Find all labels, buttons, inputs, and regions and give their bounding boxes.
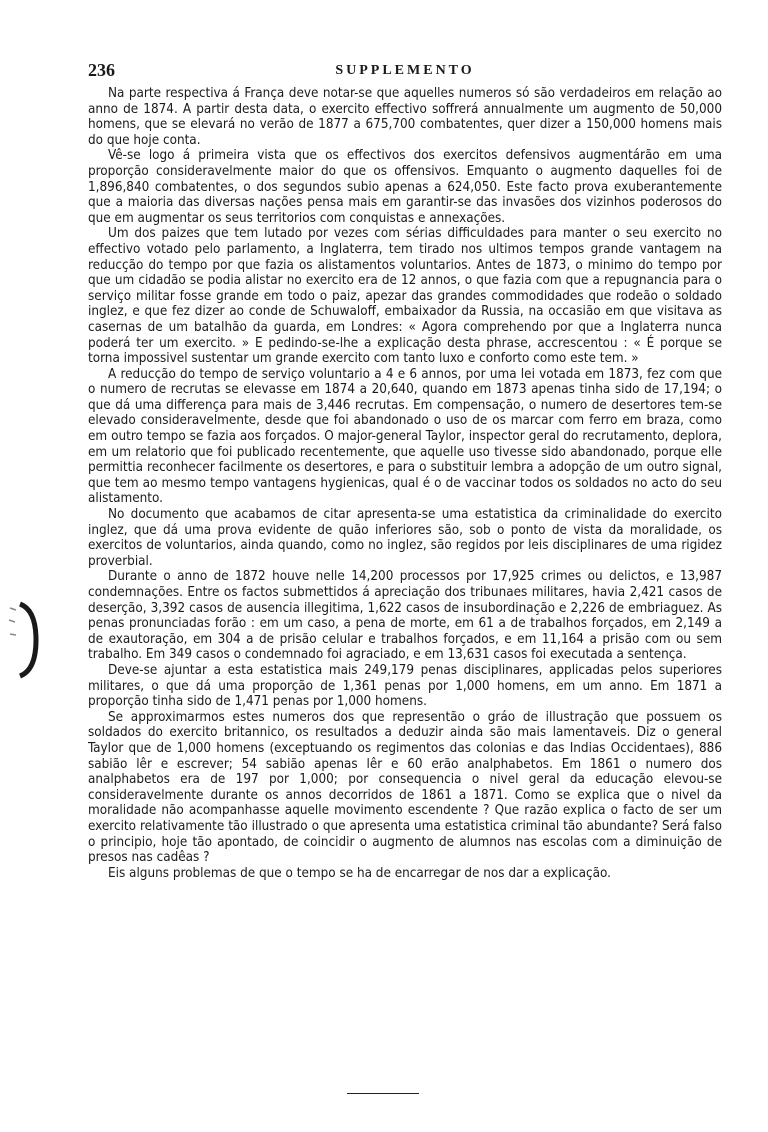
page-number: 236 [88,60,115,80]
page-header [88,60,722,86]
paragraph: Um dos paizes que tem lutado por vezes com sérias difficuldades para manter o seu exercito no effectivo votado pelo parlamento, a Inglaterra, tem tirado nos ultimos tempos grande vantagem na reducção do tempo por que fazia os alistamentos voluntarios. Antes de 1873, o minimo do tempo por que um cidadão se podia alistar no exercito era de 12 annos, o que fazia com que a repugnancia para o serviço militar fosse grande em todo o paiz, apezar das grandes commodidades que rodeão o soldado inglez, e que fez dizer ao conde de Schuwaloff, embaixador da Russia, na occasião em que visitava as casernas de um batalhão da guarda, em Londres: « Agora comprehendo por que a Inglaterra nunca poderá ter um exercito. » E pedindo-se-lhe a explicação desta phrase, accrescentou : « É porque se torna impossivel sustentar um grande exercito com tanto luxo e conforto como este tem. » [88,226,722,367]
running-head: SUPPLEMENTO [335,63,475,78]
paragraph: Na parte respectiva á França deve notar-se que aquelles numeros só são verdadeiros em relação ao anno de 1874. A partir desta data, o exercito effectivo soffrerá annualmente um augmento de 50,000 homens, que se elevará no verão de 1877 a 675,700 combatentes, quer dizer a 150,000 homens mais do que hoje conta. [88,86,722,148]
paragraph: Deve-se ajuntar a esta estatistica mais 249,179 penas disciplinares, applicadas pelos superiores militares, o que dá uma proporção de 1,361 penas por 1,000 homens, em um anno. Em 1871 a proporção tinha sido de 1,471 penas por 1,000 homens. [88,662,722,710]
paragraph: Se approximarmos estes numeros dos que representão o gráo de illustração que possuem os soldados do exercito britannico, os resultados a deduzir ainda são mais lamentaveis. Diz o general Taylor que de 1,000 homens (exceptuando os regimentos das colonias e das Indias Occidentaes), 886 sabião lêr e escrever; 54 sabião apenas lêr e 60 erão analphabetos. Em 1861 o numero dos analphabetos era de 197 por 1,000; por consequencia o nivel geral da educação elevou-se consideravelmente durante os annos decorridos de 1861 a 1871. Como se explica que o nivel da moralidade não acompanhasse aquelle movimento escendente ? Que razão explica o facto de ser um exercito relativamente tão illustrado o que apresenta uma estatistica criminal tão abundante? Será falso o principio, hoje tão apontado, de coincidir o augmento de alumnos nas escolas com a diminuição de presos nas cadêas ? [88,709,722,866]
paragraph: Vê-se logo á primeira vista que os effectivos dos exercitos defensivos augmentárão em uma proporção consideravelmente maior do que os offensivos. Emquanto o augmento daquelles foi de 1,896,840 combatentes, o dos segundos subio apenas a 624,050. Este facto prova exuberantemente que a maioria das diversas nações pensa mais em garantir-se das invasões dos vizinhos poderosos do que em augmentar os seus territorios com conquistas e annexações. [88,148,722,226]
paragraph: Durante o anno de 1872 houve nelle 14,200 processos por 17,925 crimes ou delictos, e 13,987 condemnações. Entre os factos submettidos á apreciação dos tribunaes militares, havia 2,421 casos de deserção, 3,392 casos de ausencia illegitima, 1,622 casos de insubordinação e 2,226 de embriaguez. As penas pronunciadas forão : em um caso, a pena de morte, em 61 a de trabalhos forçados, em 2,149 a de exautoração, em 304 a de prisão celular e trabalhos forçados, e em 11,164 a prisão com ou sem trabalho. Em 349 casos o condemnado foi agraciado, e em 13,631 casos foi executada a sentença. [88,569,722,663]
closing-rule [347,1093,419,1094]
body-text [88,86,722,881]
paragraph: A reducção do tempo de serviço voluntario a 4 e 6 annos, por uma lei votada em 1873, fez com que o numero de recrutas se elevasse em 1874 a 20,640, quando em 1873 apenas tinha sido de 17,194; o que dá uma differença para mais de 3,446 recrutas. Em compensação, o numero de desertores tem-se elevado consideravelmente, desde que foi abandonado o uso de os marcar com ferro em braza, como em outro tempo se fazia aos forçados. O major-general Taylor, inspector geral do recrutamento, deplora, em um relatorio que foi publicado recentemente, que aquelle uso tivesse sido abandonado, porque elle permittia reconhecer facilmente os desertores, e para o substituir lembra a adopção de um outro signal, que tem ao mesmo tempo vantagens hygienicas, qual é o de vaccinar todos os soldados no acto do seu alistamento. [88,366,722,507]
margin-bracket-mark [6,600,42,680]
page [88,60,722,881]
paragraph: Eis alguns problemas de que o tempo se ha de encarregar de nos dar a explicação. [108,865,611,881]
paragraph: No documento que acabamos de citar apresenta-se uma estatistica da criminalidade do exercito inglez, que dá uma prova evidente de quão inferiores são, sob o ponto de vista da moralidade, os exercitos de voluntarios, ainda quando, como no inglez, são regidos por leis disciplinares de uma rigidez proverbial. [88,507,722,569]
